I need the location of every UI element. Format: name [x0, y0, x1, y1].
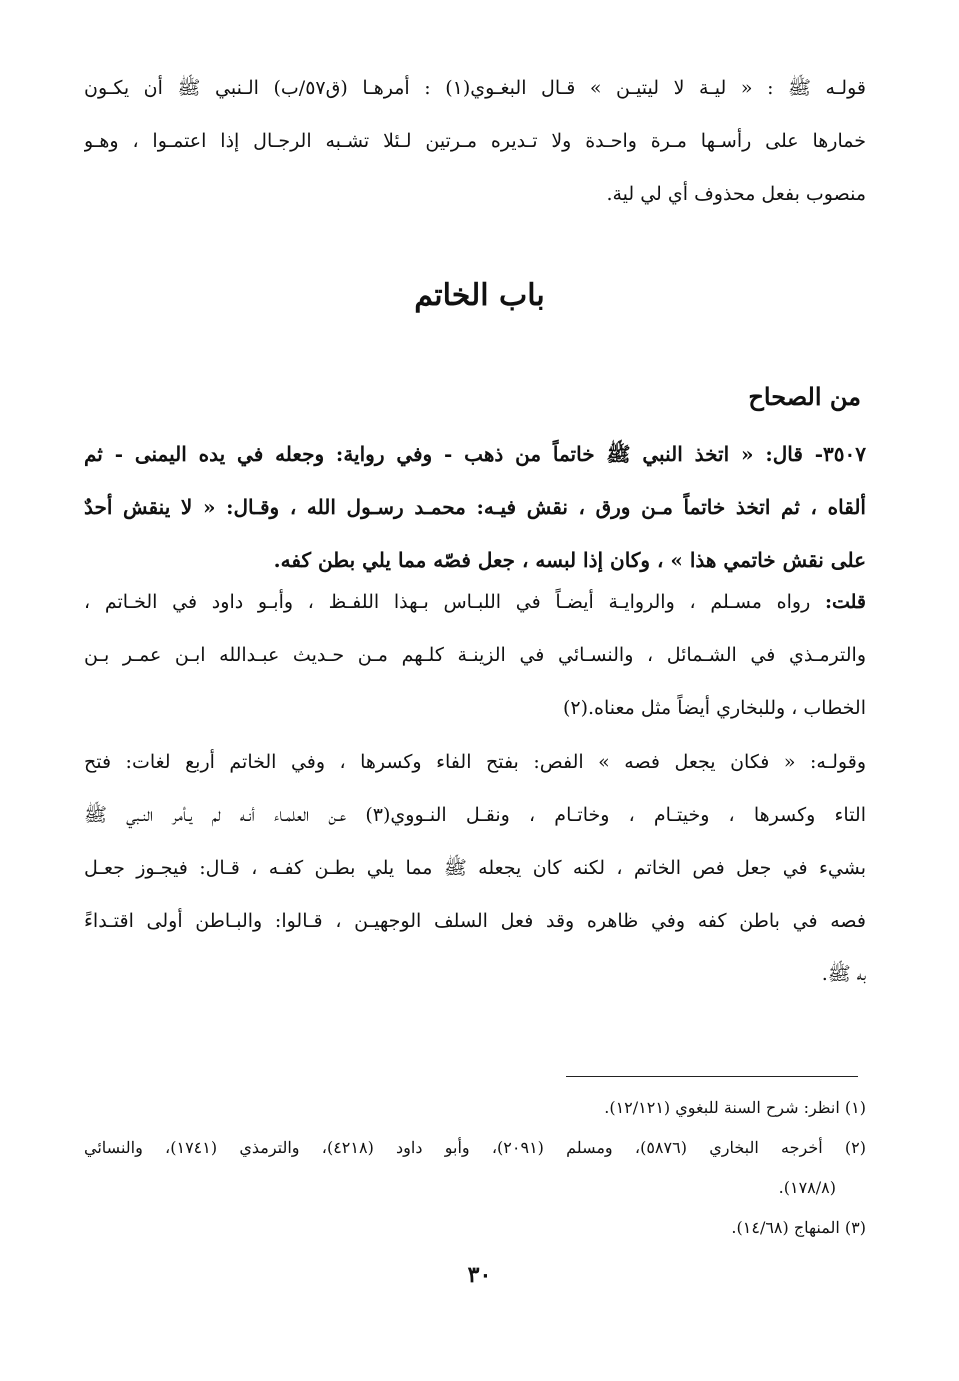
- commentary-line-1-text: رواه مسـلم ، والروايـة أيضـاً في اللبـاس بـهذا اللفـظ ، وأبـو داود في الخـاتم ،: [84, 591, 825, 613]
- explanation-paragraph: [84, 736, 866, 1001]
- footnotes: [84, 1088, 866, 1248]
- explanation-line-3: بشيء في جعل فص الخاتم ، لكنه كان يجعله ﷺ مما يلي بطـن كفـه ، قـال: فيجـوز جعـل: [84, 857, 866, 879]
- footnote-2: (٢) أخرجه البخاري (٥٨٧٦)، ومسلم (٢٠٩١)، وأبو داود (٤٢١٨)، والترمذي (١٧٤١)، والنسائي: [84, 1138, 867, 1157]
- commentary-lead: قلت:: [824, 591, 866, 613]
- intro-line-2: خمارها على رأسـها مـرة واحـدة ولا تـديره مـرتين لـئلا تشـبه الرجـال إذا اعتمـوا ، وهـو: [84, 130, 866, 152]
- commentary-line-3: الخطاب ، وللبخاري أيضاً مثل معناه.(٢): [562, 697, 866, 719]
- hadith-line-3: على نقش خاتمي هذا » ، وكان إذا لبسه ، جعل فصّه مما يلي بطن كفه.: [273, 548, 866, 572]
- footnote-2-continuation: (١٧٨/٨).: [778, 1178, 836, 1197]
- footnote-3: (٣) المنهاج (١٤/٦٨).: [731, 1218, 866, 1237]
- hadith-text: [84, 428, 866, 587]
- intro-line-1: قولـه ﷺ : « ليـة لا ليتيـن » قـال البغـوي(١) : أمرهـا (ق٥٧/ب) الـنبي ﷺ أن يكـون: [84, 77, 866, 99]
- explanation-line-2: التاء وكسرها ، وخيتـام ، وخاتـام ، ونقـل النـووي(٣) عـن العلمـاء أنـه لم يـأمر النـبي ﷺ: [84, 804, 866, 826]
- commentary-paragraph: [84, 576, 866, 735]
- intro-line-3: منصوب بفعل محذوف أي لي لية.: [606, 183, 866, 205]
- footnote-1: (١) انظر: شرح السنة للبغوي (١٢/١٢١).: [604, 1098, 866, 1117]
- explanation-line-1: وقولـه: « فكان يجعل فصه » الفص: بفتح الفاء وكسرها ، وفي الخاتم أربع لغات: فتح: [84, 751, 866, 773]
- explanation-line-5: به ﷺ.: [821, 963, 866, 985]
- hadith-line-2: ألقاه ، ثم اتخذ خاتماً مـن ورق ، نقش فيـه: محمـد رسـول الله ، وقـال: « لا ينقش أحدٌ: [84, 495, 866, 519]
- section-title: من الصحاح: [748, 382, 861, 411]
- chapter-title: باب الخاتم: [414, 278, 545, 313]
- commentary-line-1: [84, 576, 866, 629]
- intro-paragraph: [84, 62, 866, 221]
- explanation-line-4: فصه في باطن كفه وفي ظاهره وقد فعل السلف الوجهيـن ، قـالوا: والبـاطن أولى اقتـداءً: [84, 910, 866, 932]
- commentary-line-2: والترمـذي في الشـمائل ، والنسـائي في الزينـة كلـهم مـن حـديث عبـدالله ابـن عمـر بـن: [84, 644, 866, 666]
- footnote-divider: [566, 1076, 858, 1077]
- page-number: ٣٠: [467, 1262, 492, 1288]
- hadith-line-1: ٣٥٠٧- قال: « اتخذ النبي ﷺ خاتماً من ذهب - وفي رواية: وجعله في يده اليمنى - ثم: [84, 442, 866, 466]
